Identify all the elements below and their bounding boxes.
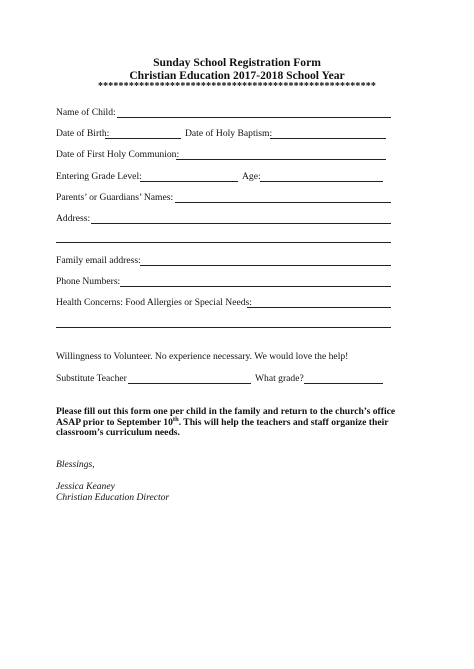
notice-line-3: classroom’s curriculum needs. bbox=[56, 427, 180, 438]
family-email-label: Family email address: bbox=[56, 255, 141, 266]
age-label: Age: bbox=[242, 171, 261, 182]
header-divider-stars: ****************************************************** bbox=[97, 81, 377, 92]
phone-numbers-label: Phone Numbers: bbox=[56, 276, 121, 287]
signer-name: Jessica Keaney bbox=[56, 481, 115, 492]
health-concerns-line-1[interactable] bbox=[247, 307, 391, 308]
address-label: Address: bbox=[56, 213, 91, 224]
parents-names-label: Parents’ or Guardians’ Names: bbox=[56, 192, 174, 203]
notice-line-2-sup: th bbox=[172, 415, 179, 423]
date-of-birth-label: Date of Birth: bbox=[56, 128, 110, 139]
what-grade-label: What grade? bbox=[255, 373, 304, 384]
parents-names-line[interactable] bbox=[175, 202, 391, 203]
notice-line-2-post: . This will help the teachers and staff organize their bbox=[178, 417, 389, 428]
form-subtitle: Christian Education 2017-2018 School Year bbox=[129, 69, 345, 82]
age-line[interactable] bbox=[260, 181, 383, 182]
form-title: Sunday School Registration Form bbox=[153, 56, 321, 69]
what-grade-line[interactable] bbox=[304, 383, 383, 384]
substitute-teacher-line[interactable] bbox=[128, 383, 251, 384]
substitute-teacher-label: Substitute Teacher bbox=[56, 373, 127, 384]
blessings-text: Blessings, bbox=[56, 459, 95, 470]
family-email-line[interactable] bbox=[140, 265, 391, 266]
entering-grade-line[interactable] bbox=[140, 181, 238, 182]
notice-line-2-pre: ASAP prior to September 10 bbox=[56, 417, 173, 428]
address-line-2[interactable] bbox=[56, 242, 391, 243]
date-of-holy-baptism-line[interactable] bbox=[270, 138, 386, 139]
address-line-1[interactable] bbox=[91, 223, 391, 224]
date-of-holy-baptism-label: Date of Holy Baptism: bbox=[185, 128, 273, 139]
notice-line-1: Please fill out this form one per child in the family and return to the church’s office bbox=[56, 406, 396, 417]
first-holy-communion-label: Date of First Holy Communion: bbox=[56, 149, 180, 160]
name-of-child-label: Name of Child: bbox=[56, 107, 116, 118]
volunteer-text: Willingness to Volunteer. No experience necessary. We would love the help! bbox=[56, 351, 349, 362]
date-of-birth-line[interactable] bbox=[105, 138, 181, 139]
phone-numbers-line[interactable] bbox=[120, 286, 391, 287]
name-of-child-line[interactable] bbox=[117, 117, 391, 118]
health-concerns-label: Health Concerns: Food Allergies or Special Needs: bbox=[56, 297, 252, 308]
signer-title: Christian Education Director bbox=[56, 492, 170, 503]
entering-grade-label: Entering Grade Level: bbox=[56, 171, 142, 182]
first-holy-communion-line[interactable] bbox=[176, 159, 386, 160]
health-concerns-line-2[interactable] bbox=[56, 327, 391, 328]
